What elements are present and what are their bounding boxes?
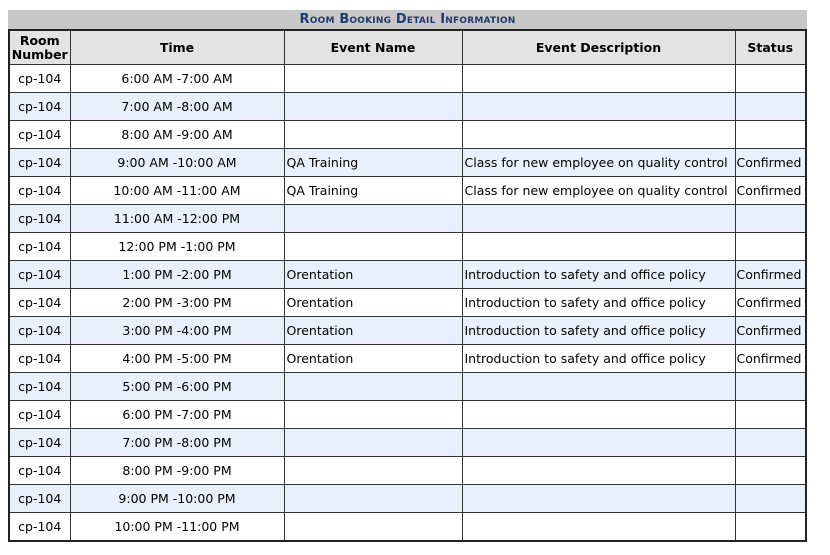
room-number-cell: cp-104 [9, 177, 70, 205]
time-cell: 12:00 PM -1:00 PM [70, 233, 284, 261]
event-description-cell [462, 485, 735, 513]
room-number-cell: cp-104 [9, 373, 70, 401]
room-number-cell: cp-104 [9, 485, 70, 513]
room-number-cell: cp-104 [9, 121, 70, 149]
room-number-cell: cp-104 [9, 429, 70, 457]
status-cell [735, 429, 806, 457]
event-name-cell: Orentation [284, 345, 462, 373]
event-name-cell: Orentation [284, 317, 462, 345]
table-row [9, 205, 806, 233]
event-description-cell: Introduction to safety and office policy [462, 289, 735, 317]
status-cell [735, 401, 806, 429]
time-cell: 1:00 PM -2:00 PM [70, 261, 284, 289]
column-header-room-number [9, 30, 70, 65]
time-cell: 7:00 PM -8:00 PM [70, 429, 284, 457]
table-row [9, 457, 806, 485]
status-cell [735, 205, 806, 233]
event-description-cell: Class for new employee on quality control [462, 177, 735, 205]
event-description-cell: Class for new employee on quality control [462, 149, 735, 177]
room-number-cell: cp-104 [9, 233, 70, 261]
table-row [9, 149, 806, 177]
table-row [9, 485, 806, 513]
time-cell: 9:00 PM -10:00 PM [70, 485, 284, 513]
time-cell: 8:00 AM -9:00 AM [70, 121, 284, 149]
room-header-line1: Room [19, 32, 60, 48]
event-name-cell [284, 93, 462, 121]
table-row [9, 233, 806, 261]
status-cell [735, 373, 806, 401]
time-cell: 2:00 PM -3:00 PM [70, 289, 284, 317]
table-row [9, 429, 806, 457]
table-row [9, 317, 806, 345]
table-row [9, 177, 806, 205]
room-number-cell: cp-104 [9, 457, 70, 485]
time-cell: 7:00 AM -8:00 AM [70, 93, 284, 121]
room-header-line2: Number [11, 46, 68, 62]
column-header-time: Time [70, 30, 284, 65]
event-name-cell [284, 373, 462, 401]
table-row [9, 373, 806, 401]
event-name-cell [284, 513, 462, 542]
event-description-cell [462, 93, 735, 121]
table-row [9, 261, 806, 289]
room-number-cell: cp-104 [9, 205, 70, 233]
time-cell: 5:00 PM -6:00 PM [70, 373, 284, 401]
status-cell [735, 485, 806, 513]
status-cell [735, 65, 806, 93]
table-row [9, 93, 806, 121]
event-name-cell: Orentation [284, 261, 462, 289]
event-description-cell [462, 457, 735, 485]
room-number-cell: cp-104 [9, 65, 70, 93]
room-number-cell: cp-104 [9, 289, 70, 317]
event-description-cell [462, 65, 735, 93]
time-cell: 11:00 AM -12:00 PM [70, 205, 284, 233]
status-cell: Confirmed [735, 345, 806, 373]
event-description-cell [462, 373, 735, 401]
event-description-cell: Introduction to safety and office policy [462, 345, 735, 373]
event-description-cell: Introduction to safety and office policy [462, 261, 735, 289]
room-number-cell: cp-104 [9, 345, 70, 373]
event-name-cell [284, 121, 462, 149]
event-name-cell: QA Training [284, 177, 462, 205]
status-cell [735, 121, 806, 149]
status-cell: Confirmed [735, 177, 806, 205]
booking-table [8, 29, 807, 542]
room-number-cell: cp-104 [9, 317, 70, 345]
event-description-cell [462, 121, 735, 149]
event-name-cell [284, 205, 462, 233]
status-cell: Confirmed [735, 289, 806, 317]
time-cell: 10:00 PM -11:00 PM [70, 513, 284, 542]
event-description-cell [462, 233, 735, 261]
time-cell: 3:00 PM -4:00 PM [70, 317, 284, 345]
time-cell: 6:00 AM -7:00 AM [70, 65, 284, 93]
status-cell [735, 457, 806, 485]
event-name-cell [284, 457, 462, 485]
status-cell [735, 93, 806, 121]
room-number-cell: cp-104 [9, 513, 70, 542]
page-title: Room Booking Detail Information [8, 10, 807, 29]
event-description-cell: Introduction to safety and office policy [462, 317, 735, 345]
room-number-cell: cp-104 [9, 93, 70, 121]
column-header-event-description: Event Description [462, 30, 735, 65]
event-description-cell [462, 513, 735, 542]
table-row [9, 65, 806, 93]
booking-panel [8, 10, 807, 542]
header-row [9, 30, 806, 65]
table-row [9, 289, 806, 317]
time-cell: 9:00 AM -10:00 AM [70, 149, 284, 177]
event-name-cell [284, 65, 462, 93]
column-header-event-name: Event Name [284, 30, 462, 65]
room-number-cell: cp-104 [9, 149, 70, 177]
table-row [9, 513, 806, 542]
room-number-cell: cp-104 [9, 261, 70, 289]
table-row [9, 401, 806, 429]
event-name-cell [284, 233, 462, 261]
time-cell: 8:00 PM -9:00 PM [70, 457, 284, 485]
event-description-cell [462, 205, 735, 233]
time-cell: 6:00 PM -7:00 PM [70, 401, 284, 429]
status-cell [735, 513, 806, 542]
event-name-cell: QA Training [284, 149, 462, 177]
column-header-status: Status [735, 30, 806, 65]
time-cell: 10:00 AM -11:00 AM [70, 177, 284, 205]
time-cell: 4:00 PM -5:00 PM [70, 345, 284, 373]
status-cell: Confirmed [735, 261, 806, 289]
event-name-cell [284, 485, 462, 513]
table-row [9, 121, 806, 149]
event-name-cell [284, 429, 462, 457]
table-row [9, 345, 806, 373]
event-name-cell [284, 401, 462, 429]
status-cell: Confirmed [735, 149, 806, 177]
event-description-cell [462, 401, 735, 429]
room-number-cell: cp-104 [9, 401, 70, 429]
event-description-cell [462, 429, 735, 457]
status-cell: Confirmed [735, 317, 806, 345]
event-name-cell: Orentation [284, 289, 462, 317]
status-cell [735, 233, 806, 261]
